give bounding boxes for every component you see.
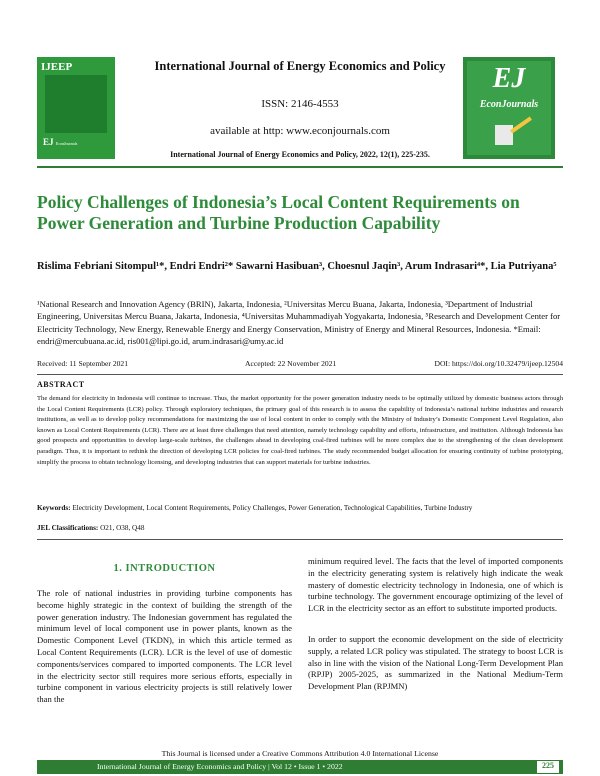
journal-issn: ISSN: 2146-4553 [261,98,339,110]
footer-bar [37,760,563,774]
cover-logo: EJ EconJournals [43,137,78,147]
keywords [37,504,563,513]
license-notice: This Journal is licensed under a Creative Commons Attribution 4.0 International License [161,749,439,758]
cover-title: IJEEP [41,61,73,73]
body-column-right-paragraph-1: minimum required level. The facts that the level of imported components in the electricity generating system is relatively high indicate the weak mastery of domestic electricity technology in Indonesia, one of which is turbine technology. The government encourage optimizing of the level of LCR in the electricity sector as an effort to substitute imported products. [308,556,563,614]
jel-classifications [37,524,563,532]
article-dates [37,359,563,371]
footer-journal-line: International Journal of Energy Economics and Policy | Vol 12 • Issue 1 • 2022 [97,762,343,771]
doi-link[interactable]: DOI: https://doi.org/10.32479/ijeep.12504 [434,359,563,368]
received-date: Received: 11 September 2021 [37,359,129,368]
article-affiliations: ¹National Research and Innovation Agency (BRIN), Jakarta, Indonesia, ²Universitas Mercu Buana, Jakarta, Indonesia, ³Department of Industrial Engineering, Universitas Mercu Buana, Jakarta, Indonesia, ⁴Universitas Muhammadiyah Yogyakarta, Indonesia, ⁵Research and Development Center for Electricity Technology, New Energy, Renewable Energy and Energy Conservation, Ministry of Energy and Mineral Resources, Indonesia. *Email: endri@mercubuana.ac.id, ris001@lipi.go.id, arum.indrasari@umy.ac.id [37,299,561,346]
jel-label: JEL Classifications: [37,524,99,532]
logo-name: EconJournals [479,99,539,110]
body-column-right-paragraph-2: In order to support the economic development on the side of electricity supply, a related LCR policy was stipulated. The strategy to boost LCR is also in line with the vision of the National Long-Term Development Plan (RPJP) 2005-2025, as summarized in the National Medium-Term Development Plan (RPJMN) [308,634,563,692]
paper-icon [495,125,513,145]
abstract-divider-top [37,374,563,375]
journal-title: International Journal of Energy Economics and Policy [154,59,446,73]
section-heading-introduction: 1. INTRODUCTION [113,563,216,574]
journal-url[interactable]: available at http: www.econjournals.com [210,125,390,137]
body-column-left: The role of national industries in providing turbine components has become highly strategic in the context of building the strength of the power generation industry. The Indonesian government has regulated the minimum level of local component use in power plants, known as the Domestic Component Level (TKDN), in which this article termed as Local Content Requirements (LCR). LCR is the level of use of domestic components/services compared to imported components. The LCR level in the electricity sector still requires more serious efforts, especially in turbine component in various electricity projects is still relatively lower than the [37,588,292,705]
abstract-heading: ABSTRACT [37,380,85,389]
journal-citation: International Journal of Energy Economics and Policy, 2022, 12(1), 225-235. [170,150,430,159]
article-authors: Rislima Febriani Sitompul¹*, Endri Endri²* Sawarni Hasibuan³, Choesnul Jaqin³, Arum Indrasari⁴*, Lia Putriyana⁵ [37,261,557,272]
jel-codes: O21, O38, Q48 [100,524,145,532]
logo-monogram: EJ [492,63,526,94]
journal-cover [37,57,115,159]
econjournals-logo [463,57,555,159]
page-number: 225 [537,761,559,773]
abstract-divider-bottom [37,539,563,540]
accepted-date: Accepted: 22 November 2021 [245,359,337,368]
keywords-list: Electricity Development, Local Content Requirements, Policy Challenges, Power Generation, Technological Capabilities, Turbine Industry [72,504,473,512]
header-divider [37,166,563,168]
cover-image [45,75,107,133]
article-title: Policy Challenges of Indonesia’s Local Content Requirements on Power Generation and Turbine Production Capability [37,192,520,233]
keywords-label: Keywords: [37,504,71,512]
abstract-text: The demand for electricity in Indonesia will continue to increase. Thus, the market opportunity for the power generation industry needs to be optimally utilized by domestic business actors through the Local Content Requirements (LCR) policy. Through exploratory techniques, the primary goal of this research is to assess the capability of Indonesia’s national turbine industries and research institutions, as well as to develop policy recommendations for maximizing the use of local content in order to comply with the Ministry of Industry’s Domestic Component Level Regulation, also known as Local Content Requirements (LCR). There are at least three challenges that need attention, namely technology capability and efforts, infrastructure, and institution. Although Indonesia has good prospects and opportunities to develop large-scale turbines, the challenges ahead in developing coal-fired turbines will be more complex due to the strengthening of the clean development paradigm. Thus, it is important to rethink the direction of developing LCR policies for coal-fired turbines. The study recommended budget allocation for ensuring continuity of turbine prototyping, simplify the process to obtain technology licensing, and developing industries that can support materials for turbine industries. [37,395,563,466]
